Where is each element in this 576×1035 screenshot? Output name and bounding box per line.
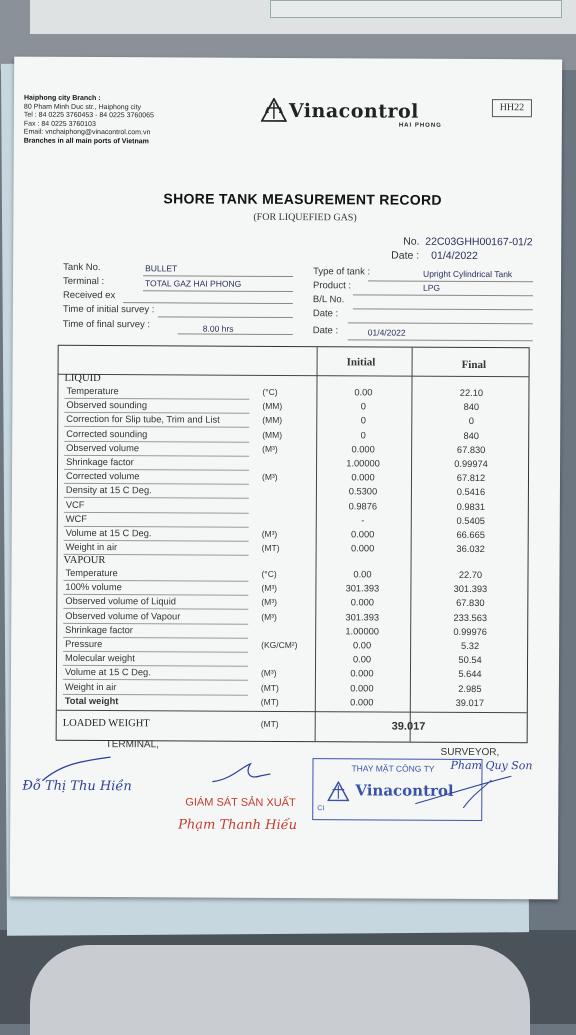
total-initial: 0.000 (322, 697, 402, 707)
row-unit: (M³) (261, 668, 277, 678)
table-row (58, 428, 528, 443)
vapour-rows (59, 346, 529, 348)
field-tank-no-label: Tank No. (63, 262, 101, 273)
section-vapour: VAPOUR (64, 555, 106, 566)
terminal-signature: Đỗ Thị Thu Hiền (22, 779, 131, 795)
row-initial: 301.393 (322, 612, 402, 622)
stamp-signature-stroke (413, 774, 513, 815)
row-initial: 0.000 (322, 669, 402, 679)
total-unit: (MT) (261, 697, 279, 707)
row-label: 100% volume (65, 582, 121, 592)
table-row (58, 485, 528, 500)
head-final: Final (462, 360, 487, 371)
field-received-ex-label: Received ex (63, 290, 115, 301)
row-label: Corrected volume (66, 471, 139, 481)
header-divider (59, 374, 529, 377)
row-label: Density at 15 C Deg. (66, 485, 152, 495)
row-initial: 0 (323, 401, 403, 411)
row-initial: 0.5300 (323, 487, 403, 497)
field-product-label: Product : (313, 280, 351, 291)
row-final: 67.830 (415, 598, 525, 609)
branch-fax: Fax : 84 0225 3760103 (24, 120, 96, 127)
stamp-scale-icon (327, 781, 349, 801)
table-row (58, 457, 528, 472)
table-row (57, 596, 527, 611)
field-date2-label: Date : (313, 325, 338, 336)
row-initial: 0.00 (322, 654, 402, 664)
row-final: 0.5416 (416, 487, 526, 498)
logo-sub: HAI PHONG (399, 123, 442, 129)
field-line (353, 294, 533, 296)
row-label: Temperature (65, 568, 117, 578)
surveyor-signature: Pham Quy Son (450, 759, 532, 772)
row-unit: (MM) (262, 429, 282, 439)
row-label: Volume at 15 C Deg. (66, 528, 152, 538)
row-initial: 0.000 (323, 529, 403, 539)
measurement-table (56, 345, 530, 743)
supervisor-signature-flourish (210, 758, 280, 788)
field-tank-no-value: BULLET (145, 263, 177, 274)
row-final: 301.393 (415, 584, 525, 595)
row-initial: 0.000 (323, 472, 403, 482)
row-final: 67.812 (416, 473, 526, 484)
row-label: Pressure (65, 639, 102, 649)
logo-name: Vinacontrol (289, 100, 419, 123)
field-date2-value: 01/4/2022 (368, 327, 406, 338)
table-row (57, 568, 527, 583)
field-line (178, 333, 293, 335)
field-line (348, 322, 533, 324)
table-row (57, 582, 527, 597)
row-final: 840 (416, 430, 526, 441)
field-line (353, 308, 533, 310)
row-initial: 0.000 (322, 683, 402, 693)
field-final-survey-value: 8.00 hrs (203, 324, 234, 335)
row-label: Temperature (66, 386, 118, 396)
row-label: Observed sounding (66, 400, 147, 410)
row-unit: (°C) (262, 387, 277, 397)
document-subtitle: (FOR LIQUEFIED GAS) (253, 212, 356, 224)
branch-info (24, 95, 154, 147)
row-final: 67.830 (416, 444, 526, 455)
row-final: 0.5405 (416, 515, 526, 526)
field-line (158, 316, 293, 318)
row-unit: (MT) (262, 543, 280, 553)
row-label: Shrinkage factor (65, 625, 133, 635)
loaded-value: 39.017 (392, 722, 426, 733)
row-label: Observed volume (66, 443, 139, 453)
total-final: 39.017 (415, 698, 525, 709)
row-initial: 0.00 (322, 569, 402, 579)
row-final: 0.99974 (416, 459, 526, 470)
row-unit: (MM) (262, 401, 282, 411)
table-row (57, 610, 527, 625)
loaded-row (57, 718, 527, 733)
row-label: WCF (66, 514, 87, 524)
table-row (58, 471, 528, 486)
document-title: SHORE TANK MEASUREMENT RECORD (163, 193, 441, 205)
row-final: 233.563 (415, 612, 525, 623)
head-initial: Initial (347, 357, 376, 368)
row-final: 840 (416, 402, 526, 413)
table-row (58, 386, 528, 401)
branch-name: Haiphong city Branch : (24, 95, 101, 102)
row-unit: (M³) (261, 583, 277, 593)
row-unit: (MT) (261, 682, 279, 692)
row-initial: 0.000 (323, 543, 403, 553)
form-code: HH22 (492, 99, 532, 117)
total-label: Total weight (65, 696, 119, 706)
row-final: 22.10 (416, 388, 526, 399)
table-row (58, 499, 528, 514)
field-initial-survey-label: Time of initial survey : (63, 304, 155, 315)
row-label: Volume at 15 C Deg. (65, 667, 151, 677)
row-final: 50.54 (415, 655, 525, 666)
row-unit: (M³) (262, 472, 278, 482)
row-unit: (M³) (262, 529, 278, 539)
row-final: 22.70 (415, 570, 525, 581)
table-row (57, 681, 527, 696)
record-date-value: 01/4/2022 (431, 251, 478, 262)
liquid-rows (59, 346, 529, 348)
row-label: Observed volume of Vapour (65, 610, 180, 621)
row-label: Shrinkage factor (66, 457, 134, 467)
row-final: 2.985 (415, 683, 525, 694)
section-liquid: LIQUID (64, 373, 100, 384)
field-line (368, 280, 533, 282)
record-no-value: 22C03GHH00167-01/2 (425, 237, 532, 249)
row-final: 0.99976 (415, 626, 525, 637)
branch-tel: Tel : 84 0225 3760453 - 84 0225 3760065 (24, 112, 154, 120)
field-terminal-value: TOTAL GAZ HAI PHONG (145, 278, 241, 290)
field-final-survey-label: Time of final survey : (63, 319, 150, 330)
row-unit: (KG/CM²) (261, 640, 297, 650)
row-initial: 0.000 (323, 444, 403, 454)
row-initial: 0 (323, 416, 403, 426)
loaded-label: LOADED WEIGHT (63, 718, 150, 729)
row-initial: - (323, 515, 403, 525)
row-final: 66.665 (416, 530, 526, 541)
row-unit: (M³) (261, 597, 277, 607)
branch-ports: Branches in all main ports of Vietnam (24, 138, 149, 146)
row-label: VCF (66, 499, 85, 509)
surveyor-label: SURVEYOR, (441, 747, 500, 758)
table-row (58, 528, 528, 543)
row-initial: 0.000 (322, 598, 402, 608)
record-date-label: Date : (391, 251, 419, 262)
record-no-label: No. (403, 237, 419, 248)
row-final: 0.9831 (416, 501, 526, 512)
scale-icon (261, 98, 287, 122)
row-initial: 0.00 (323, 387, 403, 397)
supervisor-title: GIÁM SÁT SẢN XUẤT (185, 797, 295, 809)
company-stamp (312, 758, 482, 821)
row-label: Molecular weight (65, 653, 135, 663)
stamp-ci: CI (317, 803, 324, 814)
document-sheet (10, 57, 562, 900)
terminal-label: TERMINAL, (106, 739, 159, 750)
row-initial: 0.00 (322, 640, 402, 650)
field-line (348, 339, 533, 341)
row-label: Weight in air (66, 542, 118, 552)
row-unit: (MM) (262, 415, 282, 425)
table-row (57, 625, 527, 640)
loaded-unit: (MT) (261, 719, 279, 729)
row-unit: (°C) (261, 569, 276, 579)
branch-email: Email: vnchaiphong@vinacontrol.com.vn (24, 129, 151, 137)
row-initial: 0 (323, 430, 403, 440)
branch-address: 80 Pham Minh Duc str., Haiphong city (24, 103, 141, 111)
field-terminal-label: Terminal : (63, 276, 104, 287)
table-row (58, 414, 528, 429)
stamp-name: Vinacontrol (355, 781, 453, 800)
table-row (58, 542, 528, 557)
total-row (57, 696, 527, 711)
table-row (58, 400, 528, 415)
background-device (270, 0, 562, 18)
table-row (57, 667, 527, 682)
supervisor-signature: Phạm Thanh Hiếu (178, 817, 297, 833)
row-initial: 0.9876 (323, 501, 403, 511)
row-unit: (M³) (261, 611, 277, 621)
field-product-value: LPG (423, 283, 440, 294)
row-label: Corrected sounding (66, 428, 147, 438)
row-final: 36.032 (416, 544, 526, 555)
row-label: Correction for Slip tube, Trim and List (66, 414, 220, 425)
row-initial: 1.00000 (323, 458, 403, 468)
row-label: Observed volume of Liquid (65, 596, 176, 607)
row-label: Weight in air (65, 681, 117, 691)
row-final: 5.644 (415, 669, 525, 680)
chair-background (30, 945, 530, 1035)
field-date-label: Date : (313, 308, 338, 319)
table-row (57, 639, 527, 654)
row-final: 0 (416, 416, 526, 427)
field-bl-no-label: B/L No. (313, 294, 344, 305)
field-line (143, 290, 293, 292)
row-final: 5.32 (415, 641, 525, 652)
vinacontrol-logo (259, 96, 449, 137)
row-unit: (M³) (262, 444, 278, 454)
table-row (58, 443, 528, 458)
field-line (143, 275, 293, 277)
table-row (58, 514, 528, 529)
row-initial: 301.393 (322, 583, 402, 593)
row-initial: 1.00000 (322, 626, 402, 636)
field-tank-type-label: Type of tank : (313, 266, 370, 277)
table-row (57, 653, 527, 668)
stamp-top-text: THAY MẶT CÔNG TY (351, 763, 434, 774)
field-tank-type-value: Upright Cylindrical Tank (423, 269, 512, 280)
